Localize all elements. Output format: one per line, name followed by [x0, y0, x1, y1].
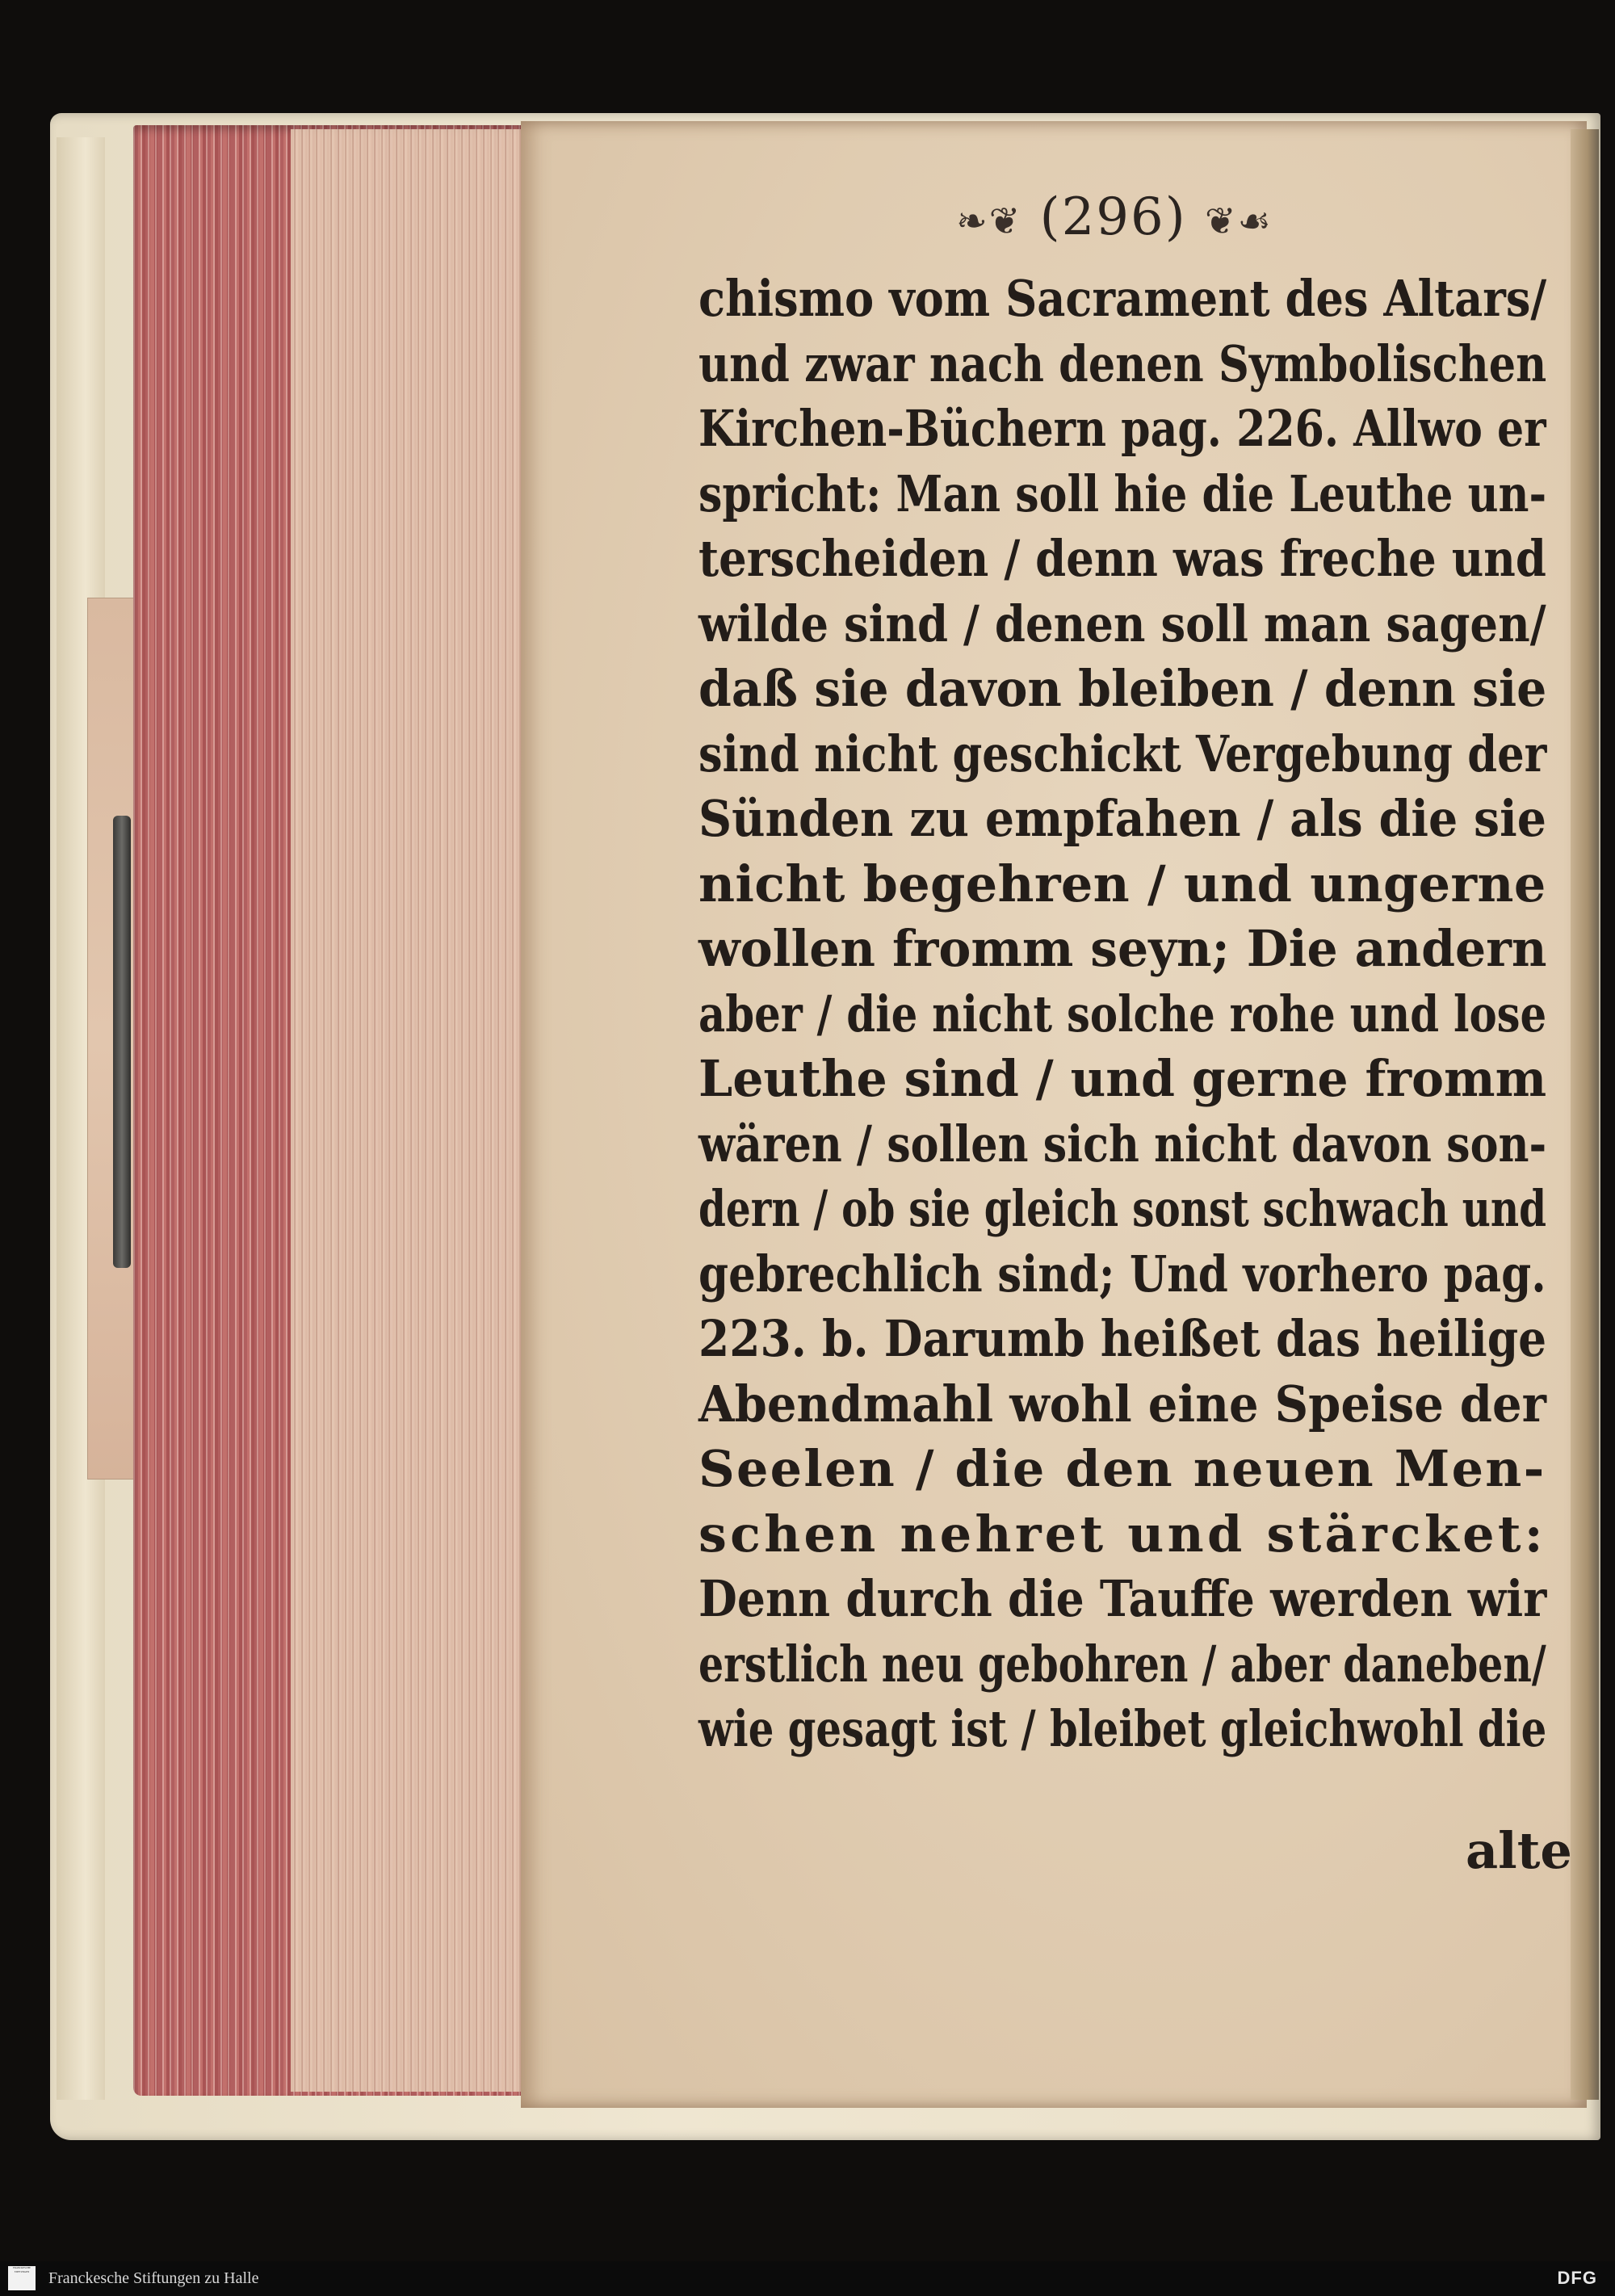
fore-edge-pages: [291, 129, 525, 2092]
text-line: Seelen / die den neuen Men-: [698, 1439, 1546, 1498]
text-line: nicht begehren / und ungerne: [698, 854, 1546, 913]
text-line: dern / ob sie gleich sonst schwach und: [698, 1179, 1547, 1238]
text-line: daß sie davon bleiben / denn sie: [698, 659, 1547, 718]
text-line: erstlich neu gebohren / aber daneben/: [698, 1634, 1546, 1694]
footer-bar: [0, 2261, 1615, 2296]
page-header: [937, 187, 1292, 247]
text-line: chismo vom Sacrament des Altars/: [698, 269, 1547, 328]
text-line: spricht: Man soll hie die Leuthe un-: [698, 464, 1547, 523]
ornament-right-icon: ❦☙: [1205, 199, 1273, 243]
text-line: gebrechlich sind; Und vorhero pag.: [698, 1244, 1546, 1303]
text-line: sind nicht geschickt Vergebung der: [698, 724, 1547, 783]
institution-logo: FRANCKESCHE STIFTUNGEN: [8, 2266, 36, 2290]
text-line: Kirchen-Büchern pag. 226. Allwo er: [698, 399, 1546, 458]
text-line: wollen fromm seyn; Die andern: [698, 919, 1547, 978]
catchword: alte: [1466, 1821, 1572, 1880]
text-line: und zwar nach denen Symbolischen: [698, 334, 1547, 393]
institution-name: Franckesche Stiftungen zu Halle: [48, 2269, 259, 2287]
text-line: schen nehret und stärcket:: [698, 1504, 1546, 1564]
text-line: terscheiden / denn was freche und: [698, 529, 1546, 588]
text-line: 223. b. Darumb heißet das heilige: [698, 1309, 1547, 1368]
spine-ribbon: [113, 816, 131, 1268]
text-line: wären / sollen sich nicht davon son-: [698, 1114, 1547, 1173]
text-line: Abendmahl wohl eine Speise der: [698, 1374, 1546, 1433]
body-text: [698, 267, 1546, 1762]
dfg-logo: DFG: [1557, 2268, 1597, 2288]
text-line: Denn durch die Tauffe werden wir: [698, 1569, 1547, 1628]
text-line: wilde sind / denen soll man sagen/: [698, 594, 1546, 653]
text-line: aber / die nicht solche rohe und lose: [698, 984, 1547, 1043]
page-number: (296): [1039, 187, 1187, 247]
ornament-left-icon: ❧❦: [956, 199, 1022, 243]
text-line: wie gesagt ist / bleibet gleichwohl die: [698, 1699, 1547, 1758]
text-line: Leuthe sind / und gerne fromm: [698, 1049, 1547, 1108]
text-line: Sünden zu empfahen / als die sie: [698, 789, 1546, 848]
page-gutter: [1571, 129, 1599, 2100]
